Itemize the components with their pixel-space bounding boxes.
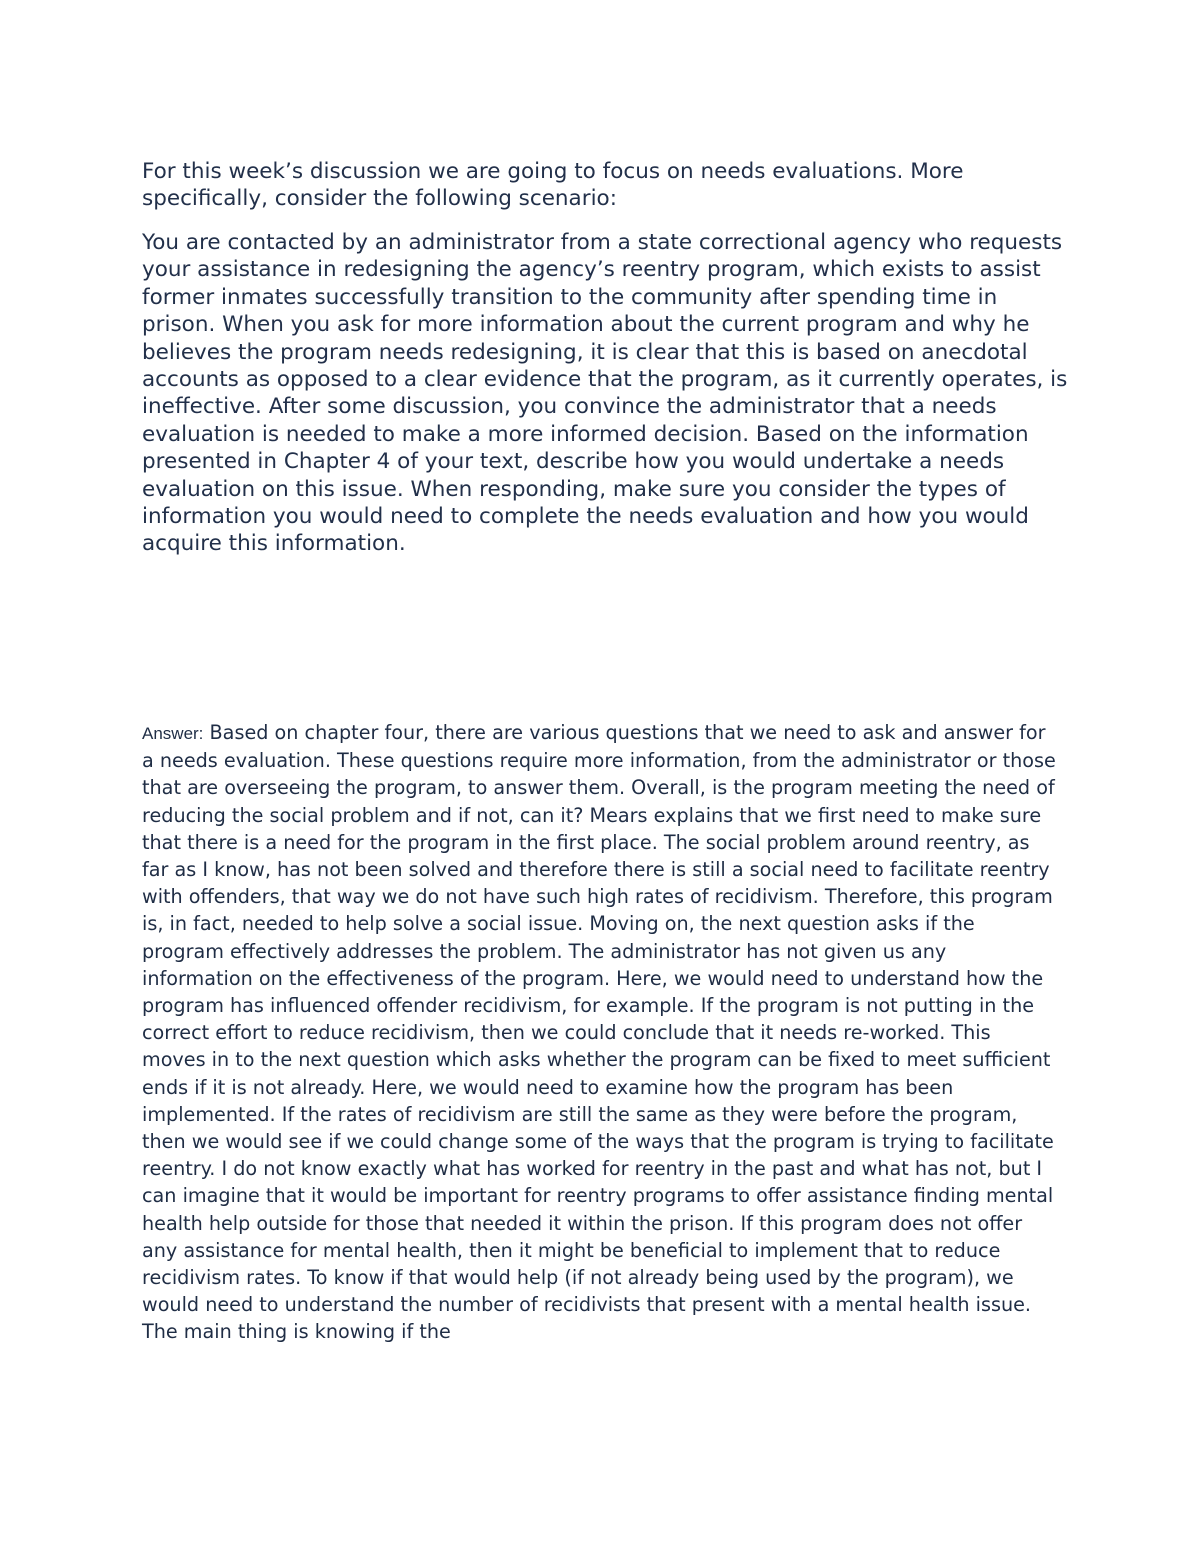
discussion-prompt	[142, 158, 1072, 558]
prompt-intro: For this week’s discussion we are going to focus on needs evaluations. More specifically, consider the following scenario:	[142, 159, 964, 211]
answer-label: Answer:	[142, 724, 204, 743]
answer-text: Based on chapter four, there are various questions that we need to ask and answer for a needs evaluation. These questions require more information, from the administrator or those that are overseeing the program, to answer them. Overall, is the program meeting the need of reducing the social problem and if not, can it? Mears explains that we first need to make sure that there is a need for the program in the first place. The social problem around reentry, as far as I know, has not been solved and therefore there is still a social need to facilitate reentry with offenders, that way we do not have such high rates of recidivism. Therefore, this program is, in fact, needed to help solve a social issue. Moving on, the next question asks if the program effectively addresses the problem. The administrator has not given us any information on the effectiveness of the program. Here, we would need to understand how the program has influenced offender recidivism, for example. If the program is not putting in the correct effort to reduce recidivism, then we could conclude that it needs re-worked. This moves in to the next question which asks whether the program can be fixed to meet sufficient ends if it is not already. Here, we would need to examine how the program has been implemented. If the rates of recidivism are still the same as they were before the program, then we would see if we could change some of the ways that the program is trying to facilitate reentry. I do not know exactly what has worked for reentry in the past and what has not, but I can imagine that it would be important for reentry programs to offer assistance finding mental health help outside for those that needed it within the prison. If this program does not offer any assistance for mental health, then it might be beneficial to implement that to reduce recidivism rates. To know if that would help (if not already being used by the program), we would need to understand the number of recidivists that present with a mental health issue. The main thing is knowing if the	[142, 721, 1056, 1344]
prompt-scenario: You are contacted by an administrator from a state correctional agency who requests your assistance in redesigning the agency’s reentry program, which exists to assist former inmates successfully transition to the community after spending time in prison. When you ask for more information about the current program and why he believes the program needs redesigning, it is clear that this is based on anecdotal accounts as opposed to a clear evidence that the program, as it currently operates, is ineffective. After some discussion, you convince the administrator that a needs evaluation is needed to make a more informed decision. Based on the information presented in Chapter 4 of your text, describe how you would undertake a needs evaluation on this issue. When responding, make sure you consider the types of information you would need to complete the needs evaluation and how you would acquire this information.	[142, 230, 1068, 557]
answer-paragraph	[142, 719, 1057, 1346]
